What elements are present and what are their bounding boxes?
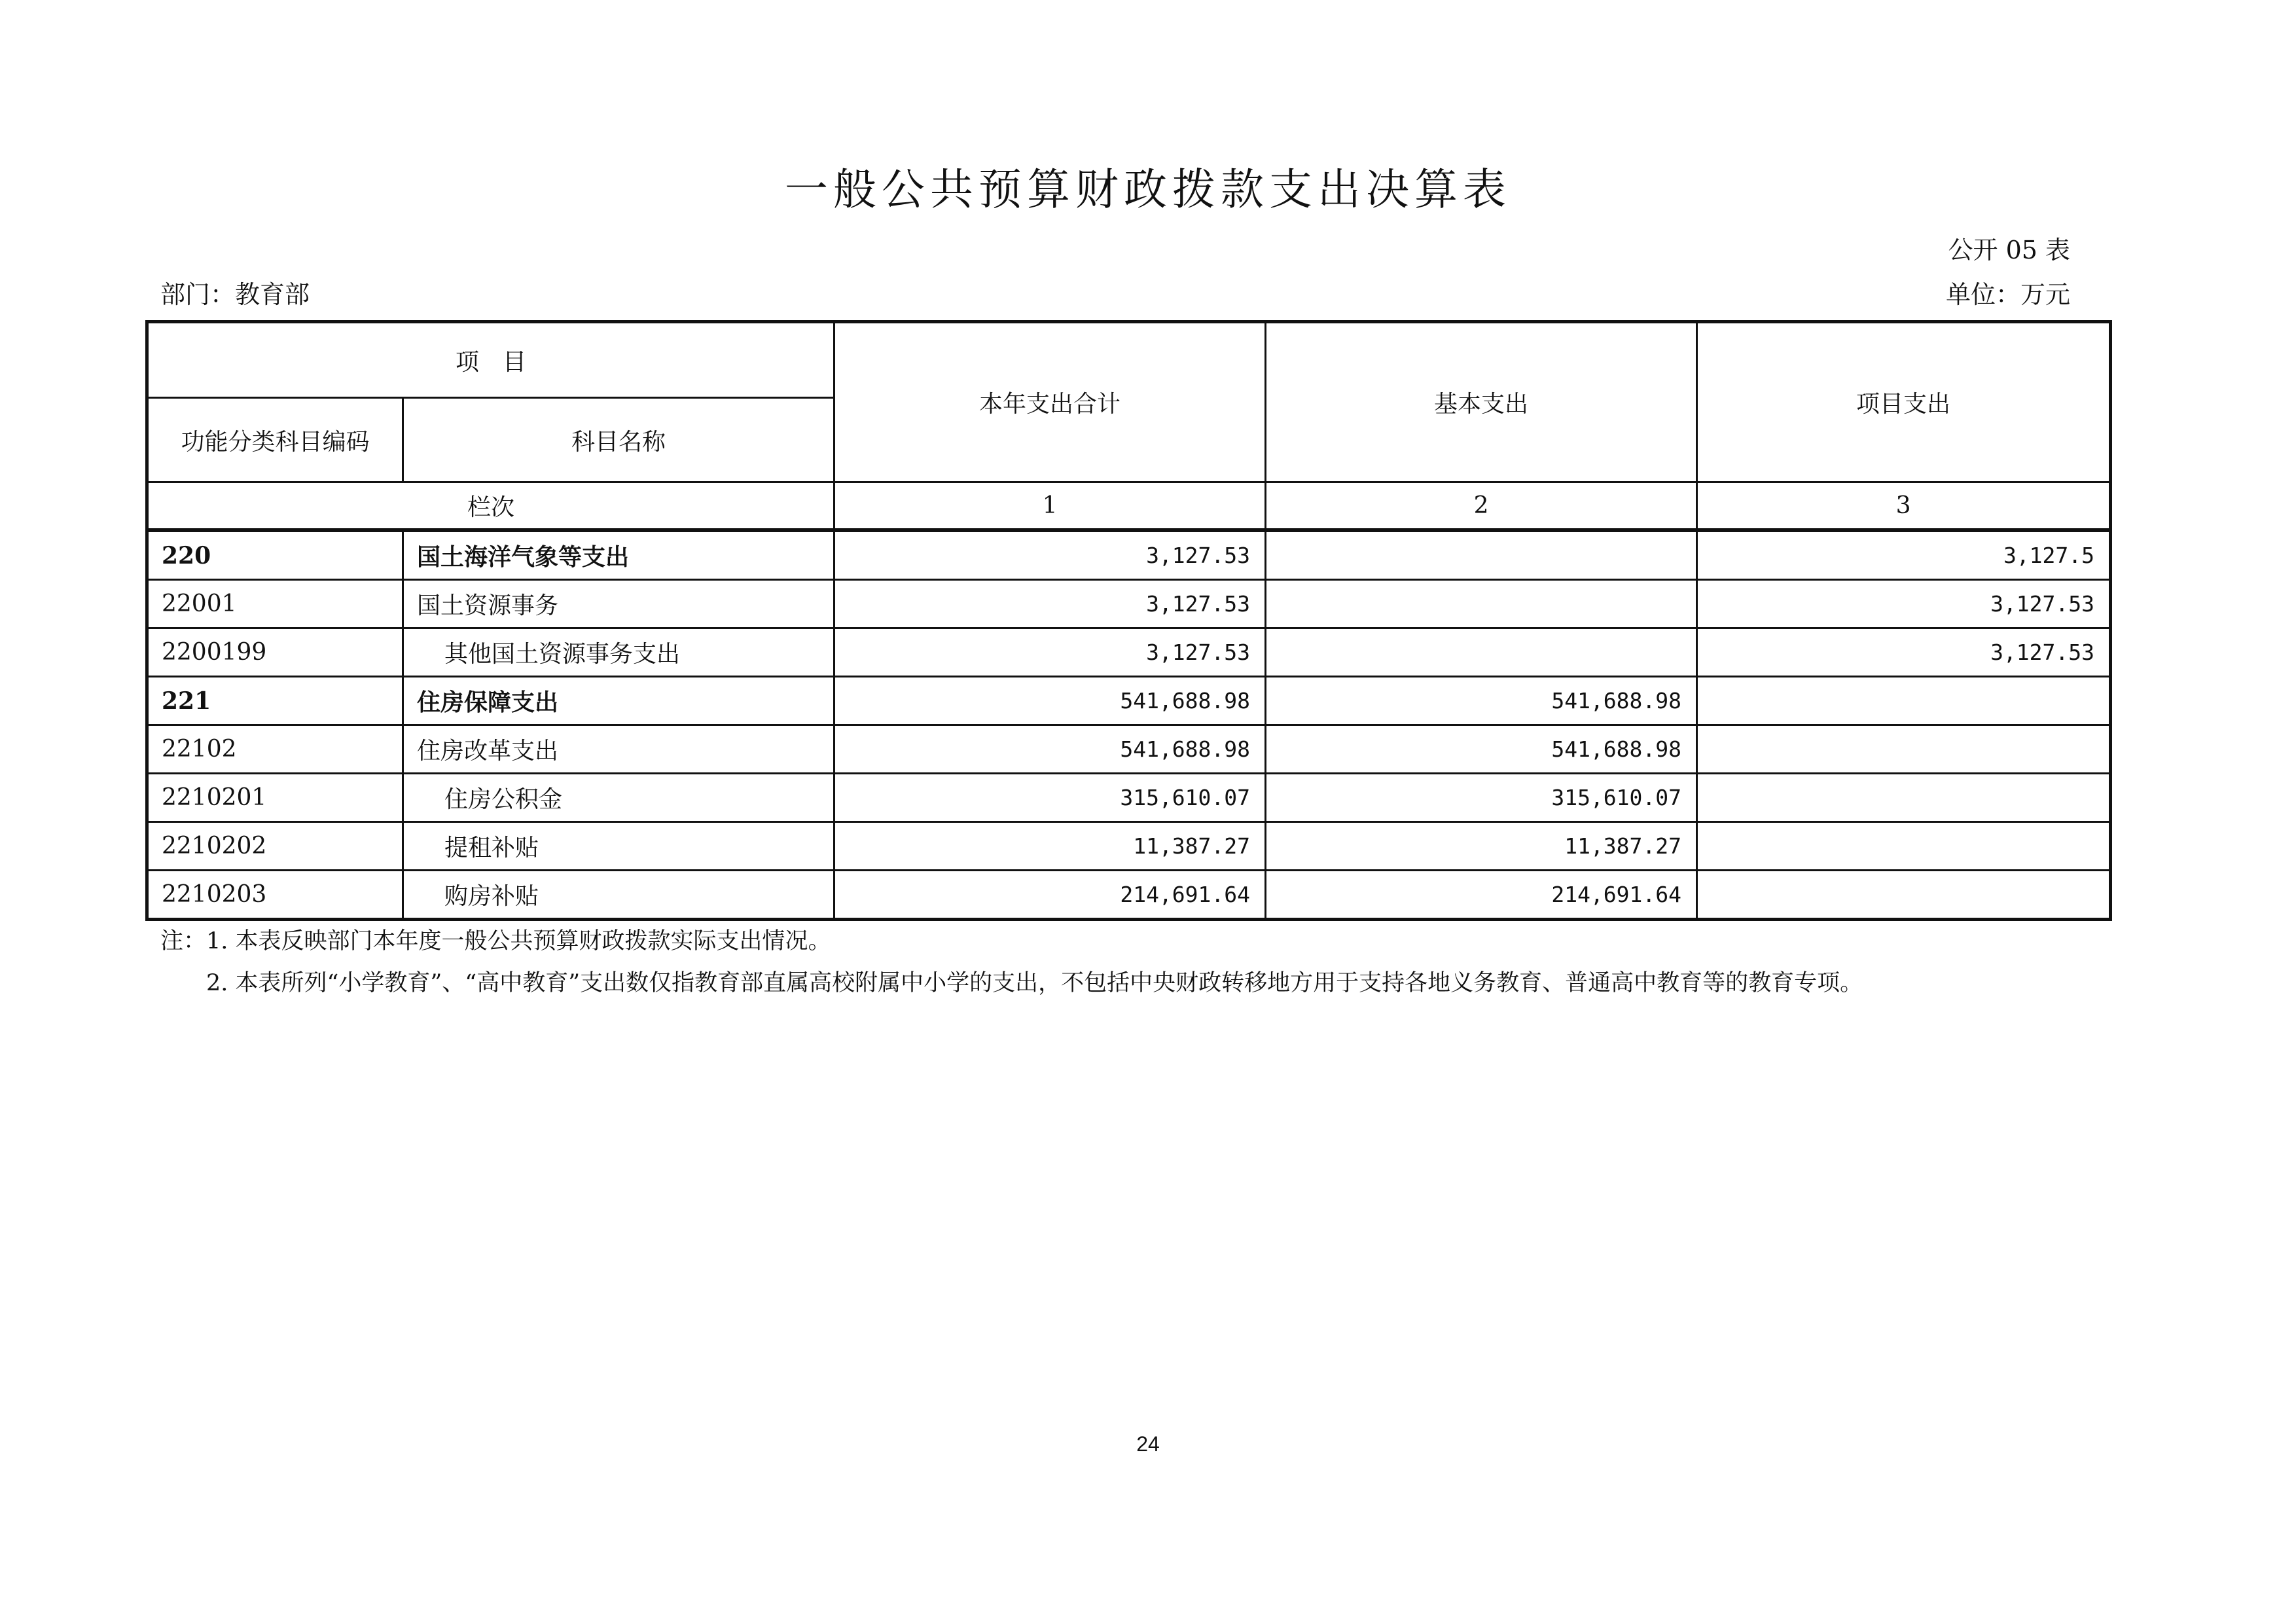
row-code: 22001 <box>147 580 403 628</box>
row-project <box>1697 871 2111 920</box>
row-basic <box>1266 530 1697 580</box>
header-total: 本年支出合计 <box>834 322 1266 482</box>
row-project <box>1697 725 2111 774</box>
row-basic: 11,387.27 <box>1266 822 1697 871</box>
row-total: 214,691.64 <box>834 871 1266 920</box>
page-number: 24 <box>1136 1432 1160 1456</box>
row-project: 3,127.5 <box>1697 530 2111 580</box>
row-code: 2200199 <box>147 628 403 677</box>
row-project <box>1697 774 2111 822</box>
table-row <box>147 822 2111 871</box>
row-total: 11,387.27 <box>834 822 1266 871</box>
row-total: 3,127.53 <box>834 580 1266 628</box>
row-basic: 541,688.98 <box>1266 725 1697 774</box>
row-total: 541,688.98 <box>834 725 1266 774</box>
row-project <box>1697 822 2111 871</box>
row-code: 220 <box>147 530 403 580</box>
header-col-index: 栏次 <box>147 482 834 531</box>
header-code: 功能分类科目编码 <box>147 398 403 482</box>
row-code: 221 <box>147 677 403 725</box>
row-code: 22102 <box>147 725 403 774</box>
header-col-1: 1 <box>834 482 1266 531</box>
row-total: 541,688.98 <box>834 677 1266 725</box>
row-basic: 315,610.07 <box>1266 774 1697 822</box>
table-row <box>147 628 2111 677</box>
row-name: 其他国土资源事务支出 <box>403 628 834 677</box>
row-total: 3,127.53 <box>834 628 1266 677</box>
expenditure-table <box>145 320 2112 921</box>
row-basic <box>1266 628 1697 677</box>
header-item: 项 目 <box>147 322 834 398</box>
header-basic: 基本支出 <box>1266 322 1697 482</box>
row-total: 3,127.53 <box>834 530 1266 580</box>
report-title: 一般公共预算财政拨款支出决算表 <box>785 164 1511 215</box>
row-project <box>1697 677 2111 725</box>
table-row <box>147 774 2111 822</box>
row-name: 提租补贴 <box>403 822 834 871</box>
row-project: 3,127.53 <box>1697 628 2111 677</box>
note-1: 注：1. 本表反映部门本年度一般公共预算财政拨款实际支出情况。 <box>160 928 831 954</box>
department-label: 部门：教育部 <box>160 280 310 309</box>
unit-label: 单位：万元 <box>1945 280 2070 309</box>
notes-section <box>160 920 1863 1004</box>
note-2: 2. 本表所列“小学教育”、“高中教育”支出数仅指教育部直属高校附属中小学的支出，不包括中央财政转移地方用于支持各地义务教育、普通高中教育等的教育专项。 <box>206 970 1863 996</box>
header-project: 项目支出 <box>1697 322 2111 482</box>
row-basic: 214,691.64 <box>1266 871 1697 920</box>
row-name: 住房改革支出 <box>403 725 834 774</box>
header-col-3: 3 <box>1697 482 2111 531</box>
table-row <box>147 530 2111 580</box>
row-name: 国土海洋气象等支出 <box>403 530 834 580</box>
table-row <box>147 871 2111 920</box>
expenditure-table-container <box>145 320 2109 921</box>
table-row <box>147 725 2111 774</box>
table-row <box>147 677 2111 725</box>
header-name: 科目名称 <box>403 398 834 482</box>
row-name: 住房公积金 <box>403 774 834 822</box>
row-basic <box>1266 580 1697 628</box>
row-name: 购房补贴 <box>403 871 834 920</box>
row-total: 315,610.07 <box>834 774 1266 822</box>
table-code: 公开 05 表 <box>1948 236 2070 264</box>
row-name: 国土资源事务 <box>403 580 834 628</box>
table-row <box>147 580 2111 628</box>
row-code: 2210202 <box>147 822 403 871</box>
row-code: 2210201 <box>147 774 403 822</box>
row-code: 2210203 <box>147 871 403 920</box>
row-basic: 541,688.98 <box>1266 677 1697 725</box>
row-name: 住房保障支出 <box>403 677 834 725</box>
header-col-2: 2 <box>1266 482 1697 531</box>
row-project: 3,127.53 <box>1697 580 2111 628</box>
